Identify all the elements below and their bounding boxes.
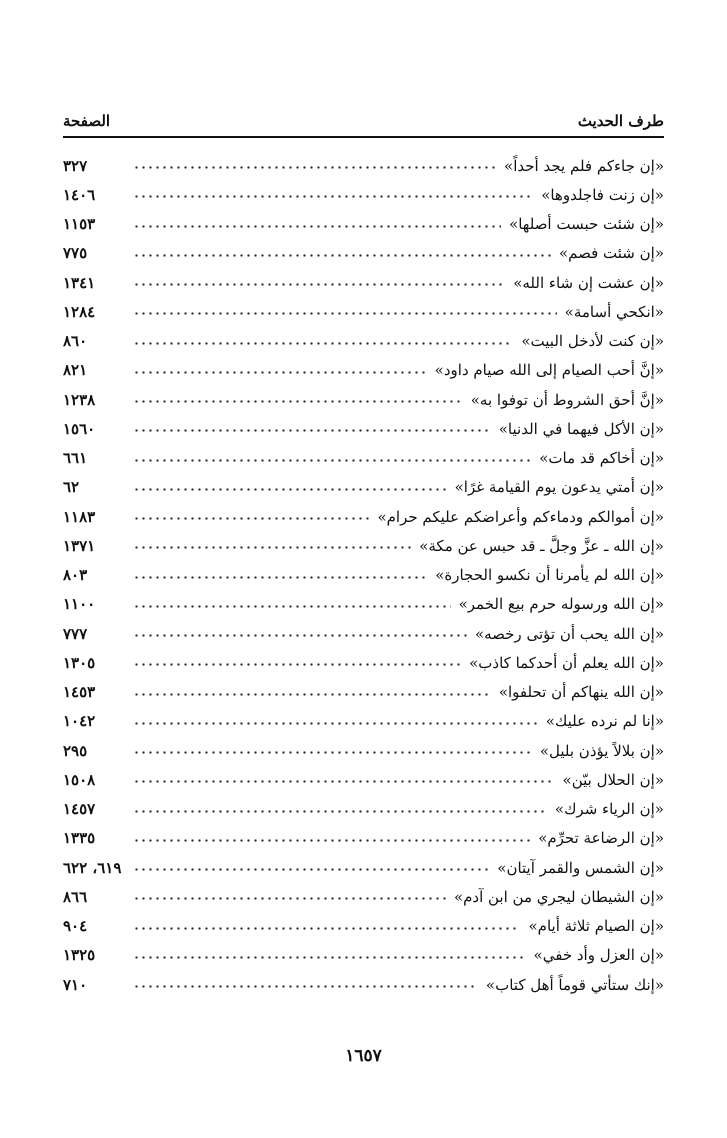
page-reference: ٧١٠: [63, 975, 88, 994]
index-row: [63, 210, 664, 239]
hadith-text: «إن الشيطان ليجري من ابن آدم»: [453, 887, 664, 906]
dot-leader: [133, 338, 513, 348]
hadith-text: «إنا لم نرده عليك»: [545, 712, 664, 731]
hadith-text: «إن العزل وأد خفي»: [533, 946, 664, 965]
index-row: [63, 853, 664, 882]
index-row: [63, 678, 664, 707]
page-reference: ١١٨٣: [63, 507, 96, 526]
dot-leader: [133, 484, 447, 494]
index-row: [63, 356, 664, 385]
hadith-text: «إن الله ـ عزَّ وجلَّ ـ قد حبس عن مكة»: [419, 536, 664, 555]
hadith-text: «إن عشت إن شاء الله»: [513, 273, 664, 292]
hadith-text: «إنَّ أحب الصيام إلى الله صيام داود»: [434, 361, 664, 380]
page-reference: ٨٦٦: [63, 887, 88, 906]
index-row: [63, 239, 664, 268]
index-row: [63, 531, 664, 560]
dot-leader: [133, 952, 526, 962]
index-row: [63, 502, 664, 531]
dot-leader: [133, 601, 451, 611]
index-row: [63, 707, 664, 736]
dot-leader: [133, 718, 538, 728]
page-reference: ١٣٠٥: [63, 653, 96, 672]
dot-leader: [133, 163, 496, 173]
dot-leader: [133, 660, 461, 670]
hadith-text: «إن أخاكم قد مات»: [539, 449, 664, 468]
index-row: [63, 473, 664, 502]
index-row: [63, 882, 664, 911]
dot-leader: [133, 426, 491, 436]
dot-leader: [133, 367, 427, 377]
page-reference: ١٣٤١: [63, 273, 96, 292]
dot-leader: [133, 397, 463, 407]
index-row: [63, 736, 664, 765]
hadith-text: «إن زنت فاجلدوها»: [541, 185, 664, 204]
hadith-text: «إنَّ أحق الشروط أن توفوا به»: [470, 390, 664, 409]
index-row: [63, 414, 664, 443]
dot-leader: [133, 514, 369, 524]
dot-leader: [133, 748, 532, 758]
page-reference: ١٤٥٧: [63, 800, 96, 819]
hadith-text: «إن الشمس والقمر آيتان»: [497, 858, 664, 877]
hadith-text: «إنك ستأتي قوماً أهل كتاب»: [485, 975, 664, 994]
page-reference: ٦١٩، ٦٢٢: [63, 858, 122, 877]
index-row: [63, 795, 664, 824]
hadith-column-heading: طرف الحديث: [577, 112, 664, 130]
hadith-text: «إن الصيام ثلاثة أيام»: [528, 917, 664, 936]
page-reference: ٦٢: [63, 478, 80, 497]
dot-leader: [133, 309, 557, 319]
page-reference: ١٥٦٠: [63, 419, 96, 438]
dot-leader: [133, 543, 411, 553]
dot-leader: [133, 221, 501, 231]
page-reference: ٨٦٠: [63, 332, 88, 351]
dot-leader: [133, 982, 478, 992]
hadith-text: «إن الأكل فيهما في الدنيا»: [498, 419, 664, 438]
page-reference: ٩٠٤: [63, 917, 88, 936]
hadith-text: «إن جاءكم فلم يجد أحداً»: [504, 156, 664, 175]
page-reference: ١٣٣٥: [63, 829, 96, 848]
index-row: [63, 619, 664, 648]
index-row: [63, 765, 664, 794]
hadith-text: «إن شئت حبست أصلها»: [509, 215, 664, 234]
hadith-text: «إن كنت لأدخل البيت»: [521, 332, 664, 351]
index-row: [63, 590, 664, 619]
page-reference: ١١٠٠: [63, 595, 96, 614]
page-column-heading: الصفحة: [63, 112, 111, 130]
dot-leader: [133, 777, 555, 787]
dot-leader: [133, 280, 505, 290]
dot-leader: [133, 923, 520, 933]
hadith-index-list: [63, 151, 664, 999]
index-row: [63, 327, 664, 356]
index-row: [63, 970, 664, 999]
page-reference: ١٢٣٨: [63, 390, 96, 409]
index-header: [63, 106, 664, 130]
index-row: [63, 824, 664, 853]
index-row: [63, 180, 664, 209]
page-reference: ١٠٤٢: [63, 712, 96, 731]
dot-leader: [133, 631, 467, 641]
dot-leader: [133, 572, 427, 582]
page-reference: ٨٢١: [63, 361, 88, 380]
page-reference: ٧٧٥: [63, 244, 88, 263]
page-number: ١٦٥٧: [345, 1046, 382, 1066]
hadith-text: «إن الله ينهاكم أن تحلفوا»: [498, 683, 664, 702]
dot-leader: [133, 894, 446, 904]
hadith-text: «إن الله ورسوله حرم بيع الخمر»: [458, 595, 664, 614]
hadith-text: «إن الحلال بيّن»: [562, 770, 664, 789]
index-row: [63, 912, 664, 941]
dot-leader: [133, 689, 491, 699]
index-row: [63, 941, 664, 970]
hadith-text: «انكحي أسامة»: [564, 302, 664, 321]
hadith-text: «إن الله لم يأمرنا أن نكسو الحجارة»: [435, 566, 664, 585]
index-row: [63, 297, 664, 326]
header-rule: [63, 136, 664, 138]
hadith-text: «إن الله يحب أن تؤتى رخصه»: [474, 624, 664, 643]
page-reference: ١٣٧١: [63, 536, 96, 555]
hadith-text: «إن بلالاً يؤذن بليل»: [539, 741, 664, 760]
dot-leader: [133, 865, 489, 875]
index-row: [63, 444, 664, 473]
dot-leader: [133, 806, 547, 816]
hadith-text: «إن الرياء شرك»: [554, 800, 664, 819]
dot-leader: [133, 455, 531, 465]
page-reference: ١٤٥٣: [63, 683, 96, 702]
page-reference: ٧٧٧: [63, 624, 88, 643]
dot-leader: [133, 250, 551, 260]
index-row: [63, 561, 664, 590]
page-reference: ١٤٠٦: [63, 185, 96, 204]
index-row: [63, 151, 664, 180]
dot-leader: [133, 192, 533, 202]
page-reference: ١١٥٣: [63, 215, 96, 234]
page-reference: ٣٢٧: [63, 156, 88, 175]
hadith-text: «إن أموالكم ودماءكم وأعراضكم عليكم حرام»: [377, 507, 664, 526]
hadith-text: «إن الله يعلم أن أحدكما كاذب»: [469, 653, 664, 672]
page-reference: ٦٦١: [63, 449, 88, 468]
hadith-text: «إن الرضاعة تحرِّم»: [538, 829, 664, 848]
page-reference: ١٣٢٥: [63, 946, 96, 965]
index-row: [63, 385, 664, 414]
index-row: [63, 648, 664, 677]
hadith-text: «إن أمتي يدعون يوم القيامة غرًا»: [454, 478, 664, 497]
hadith-text: «إن شئت فصم»: [558, 244, 664, 263]
index-row: [63, 268, 664, 297]
page-reference: ٨٠٣: [63, 566, 88, 585]
dot-leader: [133, 835, 530, 845]
page-reference: ١٢٨٤: [63, 302, 96, 321]
page-reference: ١٥٠٨: [63, 770, 96, 789]
page-reference: ٢٩٥: [63, 741, 88, 760]
